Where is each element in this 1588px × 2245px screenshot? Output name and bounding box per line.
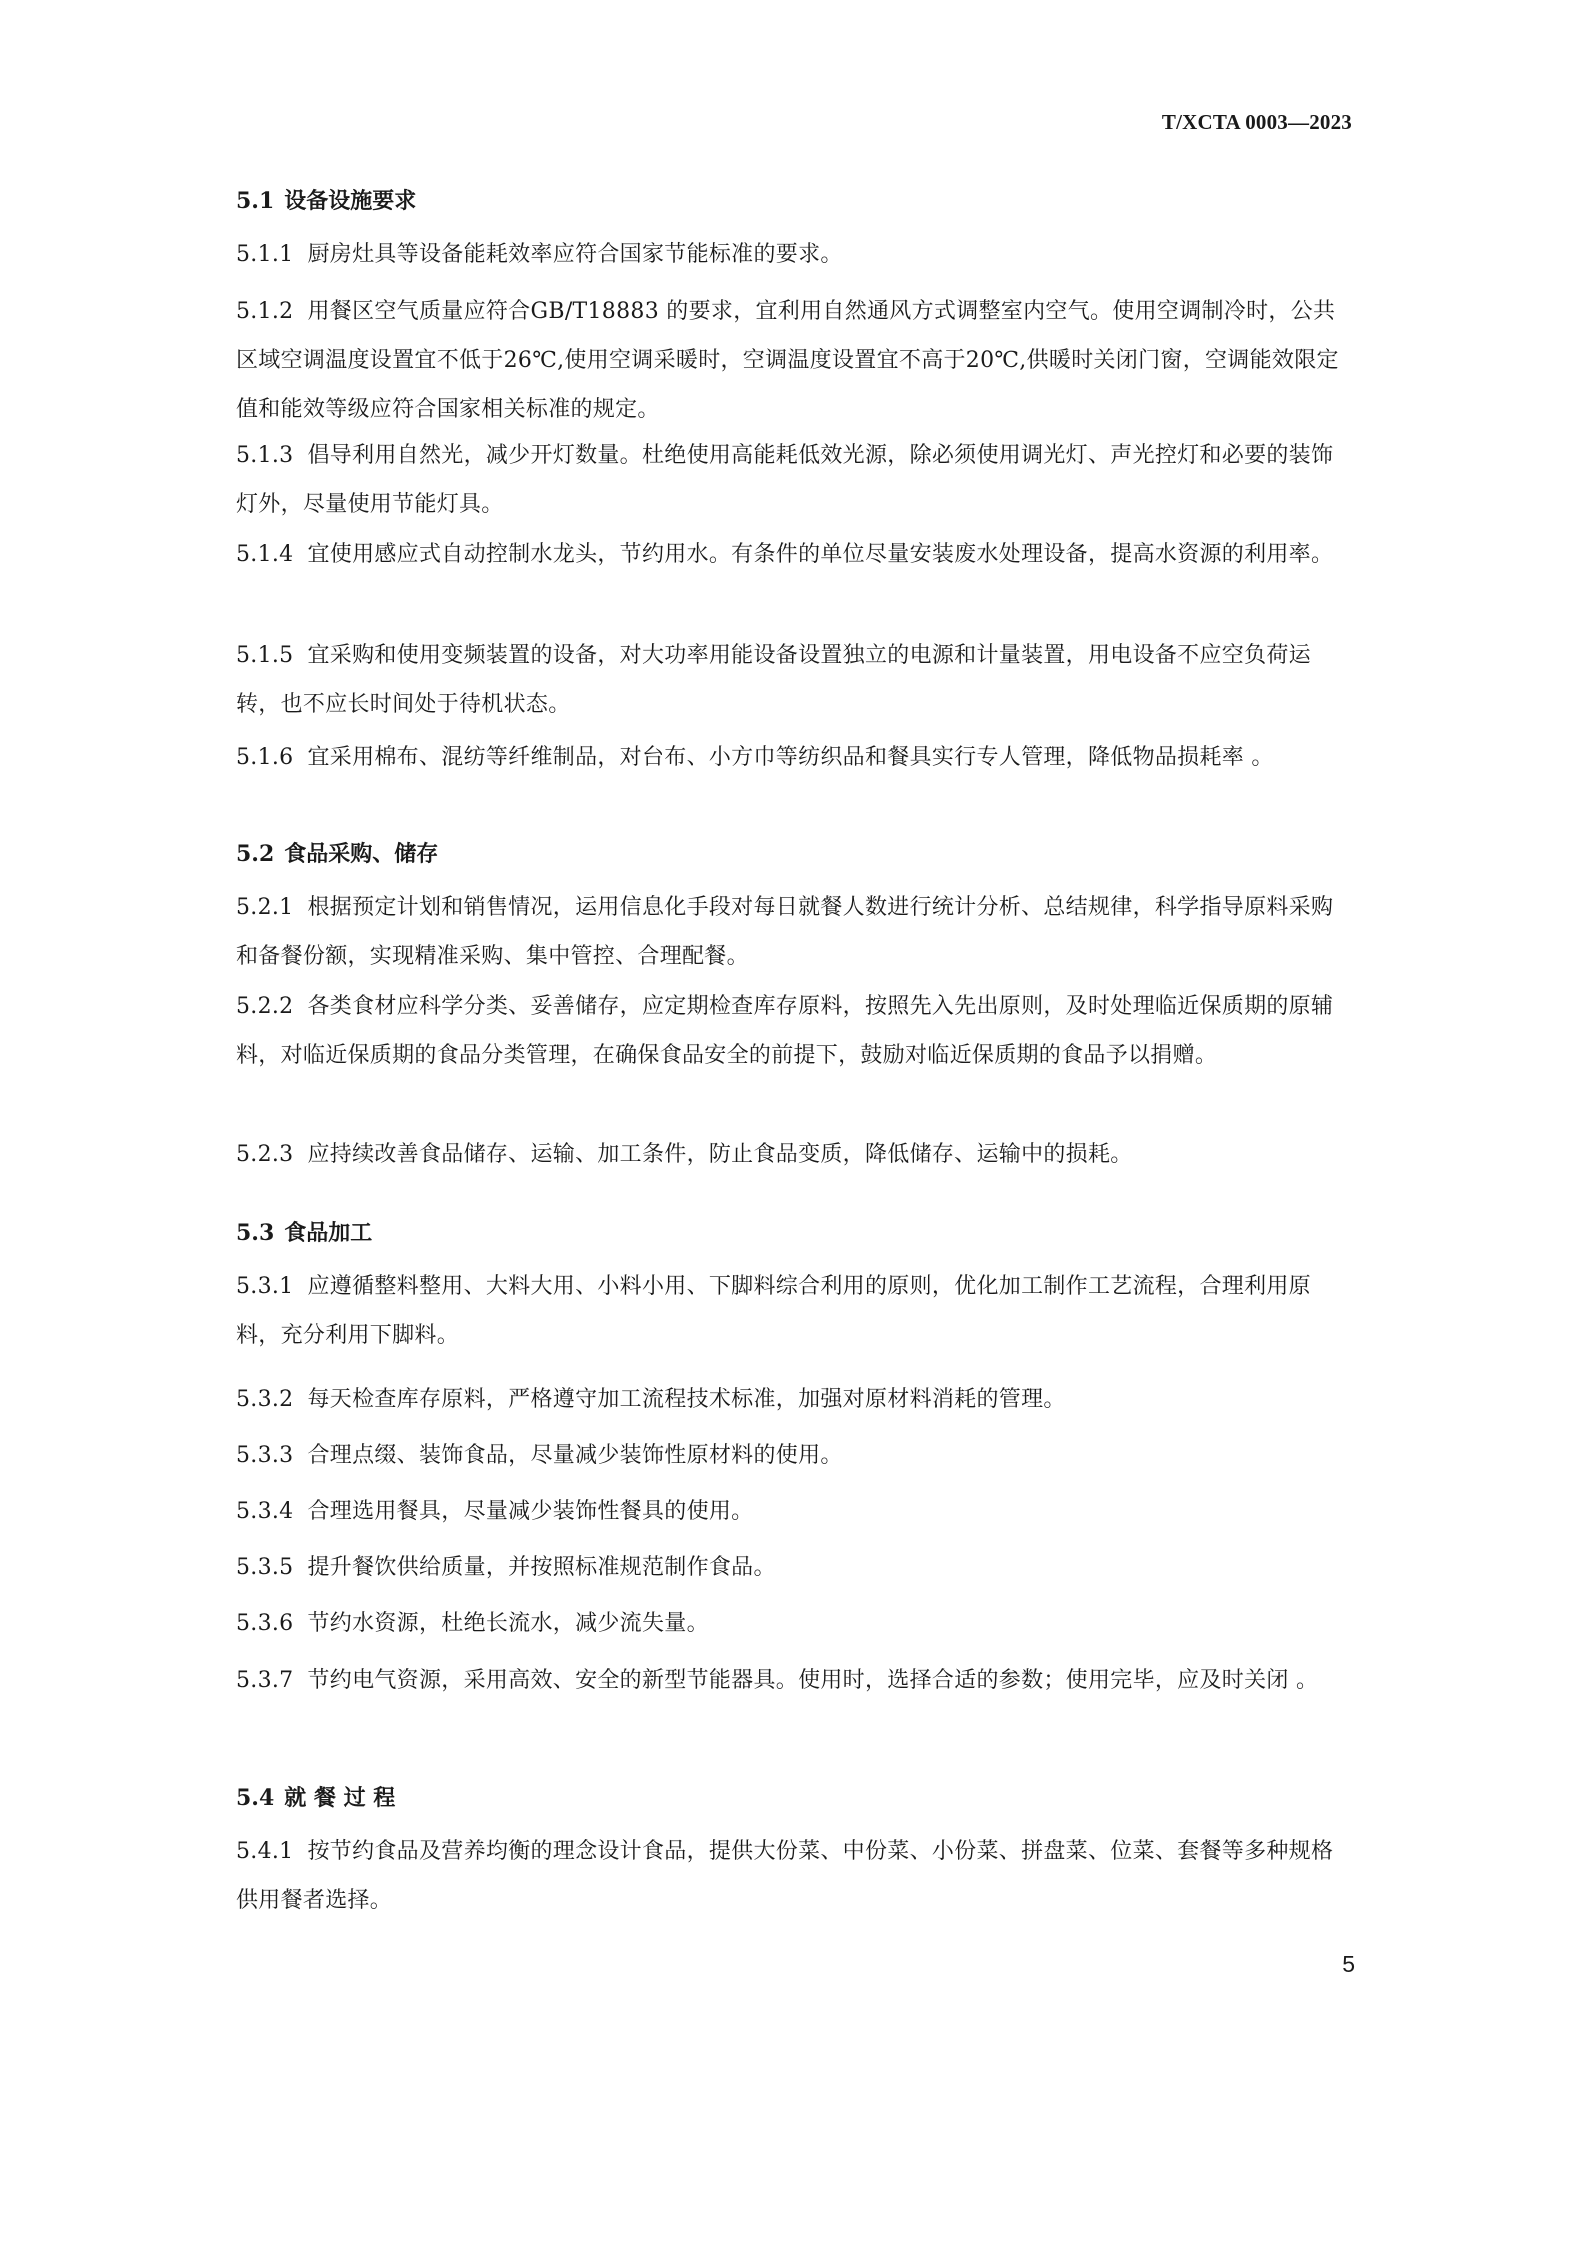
clause-5-1-4 bbox=[236, 530, 1352, 579]
clause-5-3-4 bbox=[236, 1487, 1352, 1536]
clause-5-3-7 bbox=[236, 1656, 1352, 1705]
clause-5-4-1 bbox=[236, 1827, 1352, 1925]
clause-number: 5.1.2 bbox=[236, 299, 294, 324]
clause-text: 用餐区空气质量应符合GB/T18883 的要求，宜利用自然通风方式调整室内空气。使用空调制冷时，公共区域空调温度设置宜不低于26℃,使用空调采暖时，空调温度设置宜不高于20℃,供暖时关闭门窗，空调能效限定值和能效等级应符合国家相关标准的规定。 bbox=[236, 299, 1339, 422]
section-title: 就 餐 过 程 bbox=[284, 1785, 396, 1811]
clause-5-1-2 bbox=[236, 287, 1352, 434]
clause-5-1-5 bbox=[236, 631, 1352, 729]
clause-text: 宜使用感应式自动控制水龙头，节约用水。有条件的单位尽量安装废水处理设备，提高水资源的利用率。 bbox=[307, 542, 1334, 567]
clause-5-3-2 bbox=[236, 1375, 1352, 1424]
clause-5-1-1 bbox=[236, 230, 1352, 279]
clause-text: 应遵循整料整用、大料大用、小料小用、下脚料综合利用的原则，优化加工制作工艺流程，合理利用原料，充分利用下脚料。 bbox=[236, 1274, 1311, 1348]
clause-text: 节约水资源，杜绝长流水，减少流失量。 bbox=[307, 1611, 709, 1636]
clause-5-1-6 bbox=[236, 733, 1352, 782]
clause-number: 5.3.3 bbox=[236, 1443, 294, 1468]
clause-number: 5.1.6 bbox=[236, 745, 294, 770]
section-heading-5-3 bbox=[236, 1218, 372, 1248]
clause-5-3-3 bbox=[236, 1431, 1352, 1480]
section-number: 5.1 bbox=[236, 188, 275, 214]
section-title: 设备设施要求 bbox=[284, 188, 417, 214]
section-number: 5.2 bbox=[236, 841, 275, 867]
clause-text: 应持续改善食品储存、运输、加工条件，防止食品变质，降低储存、运输中的损耗。 bbox=[307, 1142, 1133, 1167]
clause-5-2-1 bbox=[236, 883, 1352, 981]
clause-number: 5.1.4 bbox=[236, 542, 294, 567]
clause-text: 宜采购和使用变频装置的设备，对大功率用能设备设置独立的电源和计量装置，用电设备不应空负荷运转，也不应长时间处于待机状态。 bbox=[236, 643, 1311, 717]
clause-5-3-1 bbox=[236, 1262, 1352, 1360]
section-title: 食品采购、储存 bbox=[284, 841, 439, 867]
clause-text: 提升餐饮供给质量，并按照标准规范制作食品。 bbox=[307, 1555, 776, 1580]
clause-text: 根据预定计划和销售情况，运用信息化手段对每日就餐人数进行统计分析、总结规律，科学指导原料采购和备餐份额，实现精准采购、集中管控、合理配餐。 bbox=[236, 895, 1334, 969]
clause-number: 5.1.3 bbox=[236, 443, 294, 468]
clause-number: 5.3.1 bbox=[236, 1274, 294, 1299]
clause-5-2-3 bbox=[236, 1130, 1352, 1179]
section-heading-5-1 bbox=[236, 186, 416, 216]
section-number: 5.3 bbox=[236, 1220, 275, 1246]
clause-text: 每天检查库存原料，严格遵守加工流程技术标准，加强对原材料消耗的管理。 bbox=[307, 1387, 1066, 1412]
clause-text: 宜采用棉布、混纺等纤维制品，对台布、小方巾等纺织品和餐具实行专人管理，降低物品损耗率 。 bbox=[307, 745, 1274, 770]
clause-text: 按节约食品及营养均衡的理念设计食品，提供大份菜、中份菜、小份菜、拼盘菜、位菜、套餐等多种规格供用餐者选择。 bbox=[236, 1839, 1334, 1913]
clause-number: 5.3.5 bbox=[236, 1555, 294, 1580]
clause-text: 厨房灶具等设备能耗效率应符合国家节能标准的要求。 bbox=[307, 242, 843, 267]
clause-number: 5.2.2 bbox=[236, 994, 294, 1019]
clause-number: 5.2.1 bbox=[236, 895, 294, 920]
clause-text: 各类食材应科学分类、妥善储存，应定期检查库存原料，按照先入先出原则，及时处理临近保质期的原辅料，对临近保质期的食品分类管理，在确保食品安全的前提下，鼓励对临近保质期的食品予以捐赠。 bbox=[236, 994, 1334, 1068]
clause-5-2-2 bbox=[236, 982, 1352, 1080]
section-heading-5-2 bbox=[236, 839, 438, 869]
clause-text: 合理选用餐具，尽量减少装饰性餐具的使用。 bbox=[307, 1499, 754, 1524]
clause-number: 5.4.1 bbox=[236, 1839, 294, 1864]
clause-number: 5.2.3 bbox=[236, 1142, 294, 1167]
clause-number: 5.3.7 bbox=[236, 1668, 294, 1693]
section-number: 5.4 bbox=[236, 1785, 275, 1811]
clause-text: 节约电气资源，采用高效、安全的新型节能器具。使用时，选择合适的参数；使用完毕，应及时关闭 。 bbox=[307, 1668, 1319, 1693]
clause-text: 倡导利用自然光，减少开灯数量。杜绝使用高能耗低效光源，除必须使用调光灯、声光控灯和必要的装饰灯外，尽量使用节能灯具。 bbox=[236, 443, 1334, 517]
clause-number: 5.1.5 bbox=[236, 643, 294, 668]
clause-5-3-6 bbox=[236, 1599, 1352, 1648]
document-code-header: T/XCTA 0003—2023 bbox=[1161, 110, 1352, 134]
clause-number: 5.3.6 bbox=[236, 1611, 294, 1636]
clause-5-1-3 bbox=[236, 431, 1352, 529]
page-number: 5 bbox=[1342, 1951, 1355, 1977]
clause-number: 5.3.4 bbox=[236, 1499, 294, 1524]
section-title: 食品加工 bbox=[284, 1220, 373, 1246]
clause-number: 5.1.1 bbox=[236, 242, 294, 267]
clause-5-3-5 bbox=[236, 1543, 1352, 1592]
clause-number: 5.3.2 bbox=[236, 1387, 294, 1412]
clause-text: 合理点缀、装饰食品，尽量减少装饰性原材料的使用。 bbox=[307, 1443, 843, 1468]
section-heading-5-4 bbox=[236, 1783, 395, 1813]
